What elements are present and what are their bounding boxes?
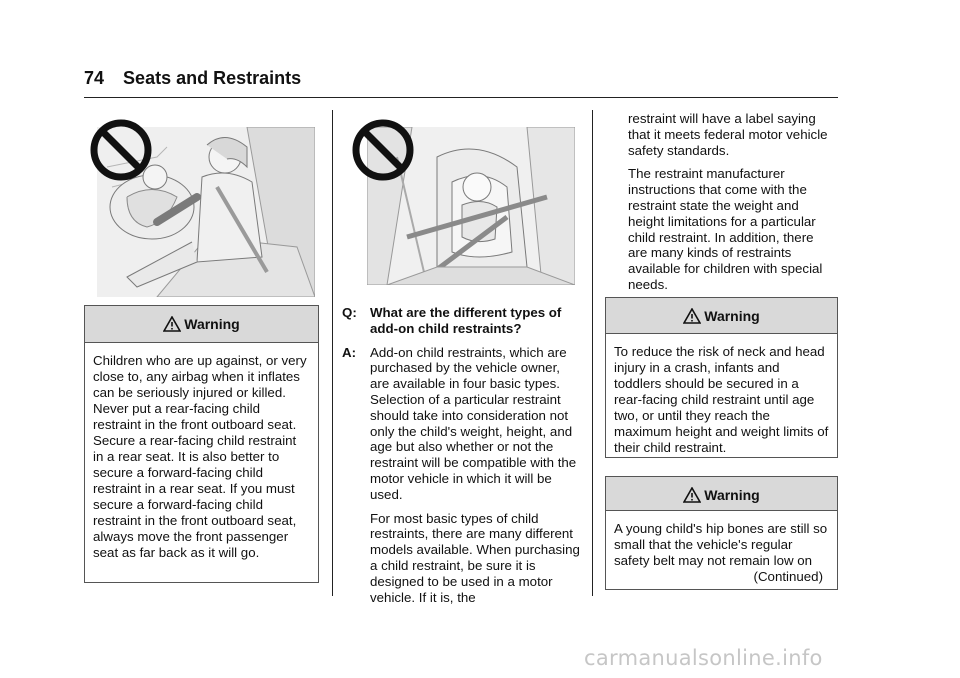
prohibition-icon: [350, 117, 416, 188]
header-rule: [84, 97, 838, 98]
warning-title: Warning: [184, 316, 240, 332]
body-paragraph: restraint will have a label saying that it meets federal motor vehicle safety standards.: [628, 111, 828, 158]
column-divider-1: [332, 110, 333, 596]
continued-label: (Continued): [753, 569, 823, 584]
middle-column-text: [342, 305, 582, 621]
warning-box-neck-injury: [605, 297, 838, 458]
page-number: 74: [84, 68, 105, 88]
right-column-text: [628, 111, 836, 301]
warning-body: [606, 511, 837, 585]
column-divider-2: [592, 110, 593, 596]
answer: [342, 345, 582, 614]
answer-paragraph: Add-on child restraints, which are purchased by the vehicle owner, are available in four basic types. Selection of a particular restraint should take into consideration not only the child's weight, height, and age but also whether or not the restraint will be compatible with the motor vehicle in which it will be used.: [370, 344, 577, 502]
watermark: carmanualsonline.info: [584, 646, 823, 670]
question: [342, 305, 582, 337]
section-title: Seats and Restraints: [123, 68, 302, 88]
page-header: [84, 68, 301, 89]
warning-header: [85, 306, 318, 343]
answer-text: [370, 345, 582, 614]
body-paragraph: The restraint manufacturer instructions that come with the restraint state the weight and height limitations for a particular child restraint. In addition, there are many kinds of restraints available for children with special needs.: [628, 166, 823, 292]
warning-text: A young child's hip bones are still so small that the vehicle's regular safety belt may not remain low on: [614, 521, 828, 568]
warning-title: Warning: [704, 487, 760, 503]
prohibition-icon: [88, 117, 154, 188]
answer-paragraph: For most basic types of child restraints, there are many different models available. When purchasing a child restraint, be sure it is designed to be used in a motor vehicle. If it is, the: [370, 510, 580, 605]
warning-header: [606, 298, 837, 334]
question-text: What are the different types of add-on child restraints?: [370, 305, 562, 336]
warning-body: Children who are up against, or very close to, any airbag when it inflates can be seriously injured or killed. Never put a rear-facing child restraint in the front outboard seat. Secure a rear-facing child restraint in a rear seat. It is also better to secure a forward-facing child restraint in a rear seat. If you must secure a forward-facing child restraint in the front outboard seat, always move the front passenger seat as far back as it will go.: [93, 353, 307, 560]
warning-triangle-icon: [163, 316, 181, 335]
warning-box-hip-bones: [605, 476, 838, 590]
warning-title: Warning: [704, 308, 760, 324]
warning-header: [606, 477, 837, 511]
question-label: Q:: [342, 305, 357, 320]
answer-label: A:: [342, 344, 357, 360]
warning-triangle-icon: [683, 487, 701, 506]
warning-body: To reduce the risk of neck and head injury in a crash, infants and toddlers should be secured in a rear-facing child restraint until age two, or until they reach the maximum height and weight limits of their child restraint.: [614, 344, 829, 455]
warning-box-airbag: [84, 305, 319, 583]
warning-triangle-icon: [683, 308, 701, 327]
